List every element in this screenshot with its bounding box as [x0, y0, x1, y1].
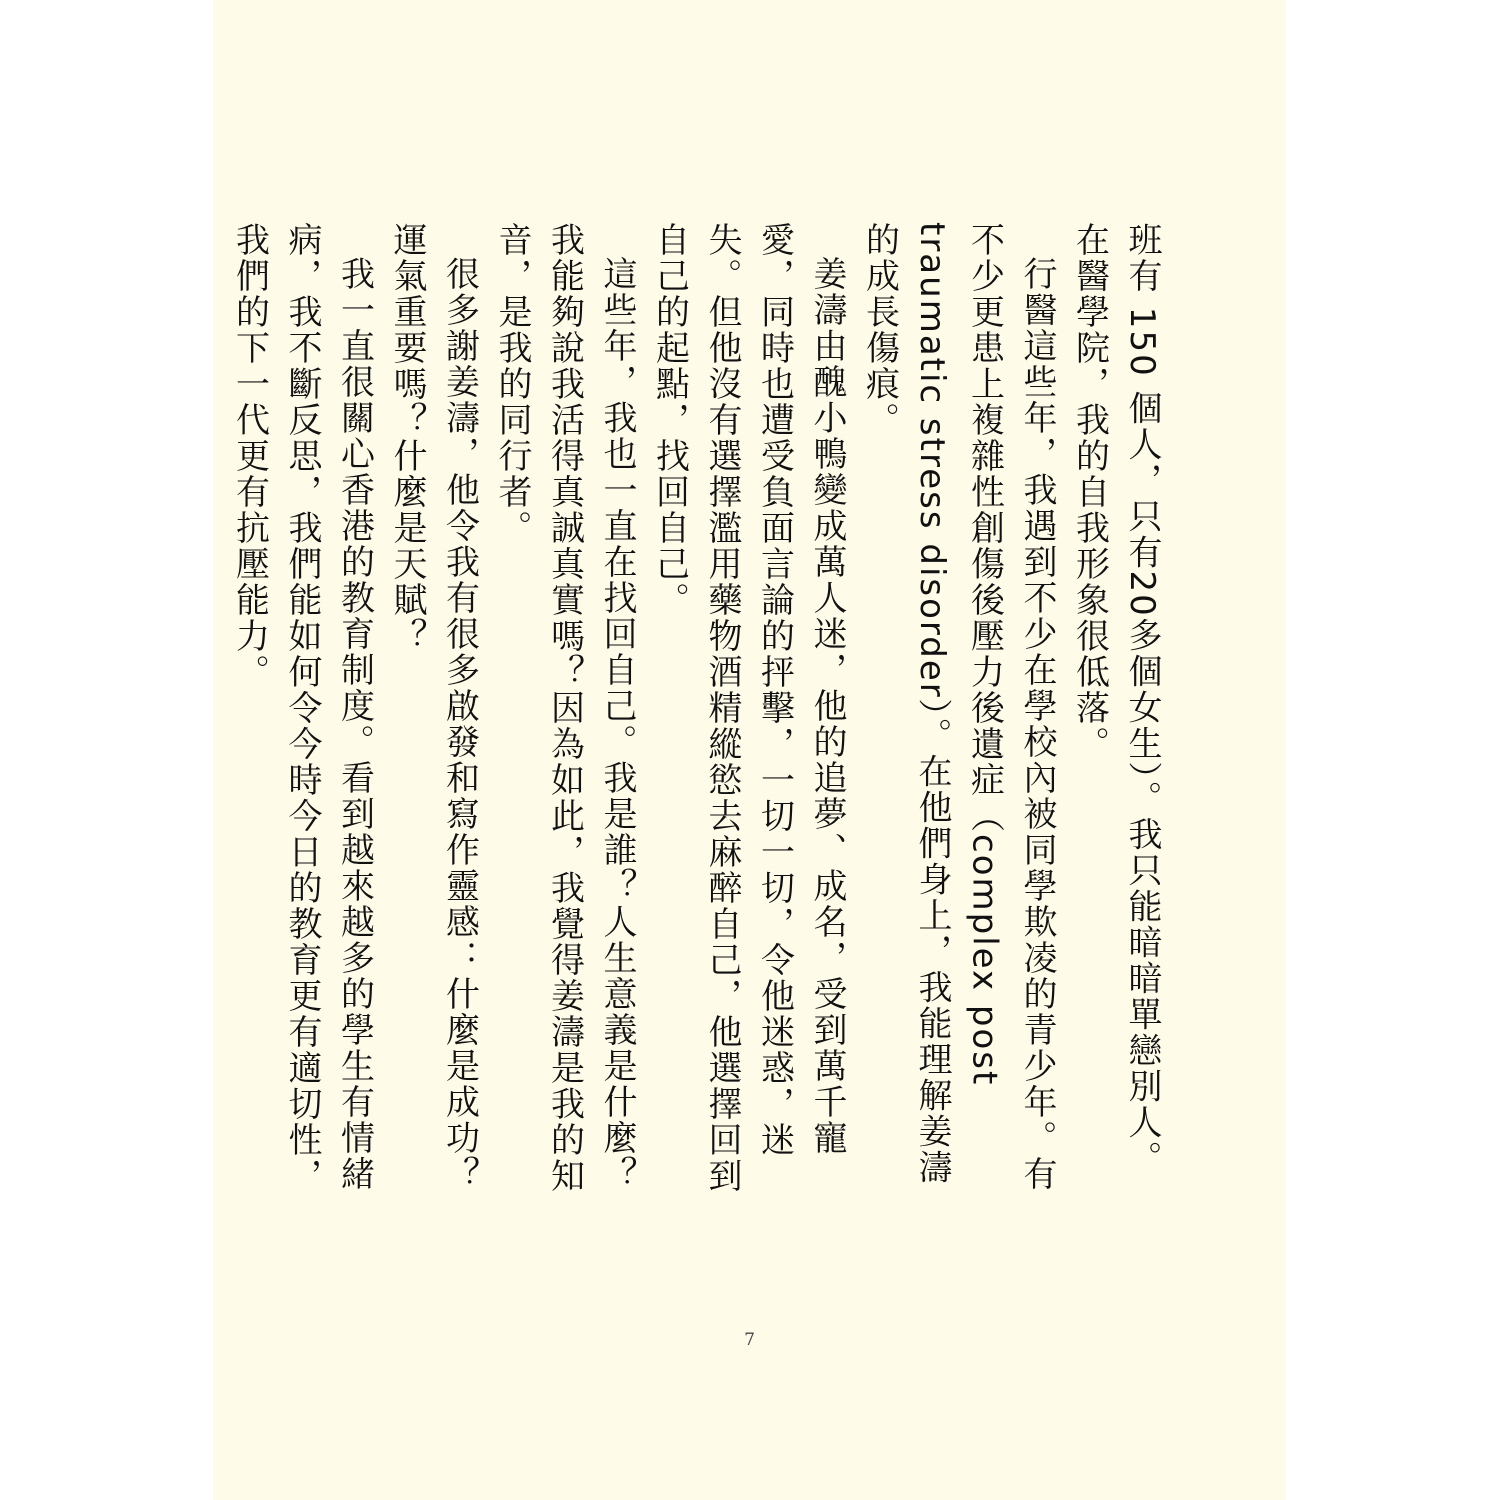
paragraph-2: 行醫這些年，我遇到不少在學校內被同學欺凌的青少年。有不少更患上複雜性創傷後壓力後遺症（complex post traumatic stress disorder）。在他們身上，我能理解姜濤的成長傷痕。 — [859, 222, 1057, 1192]
paragraph-5: 很多謝姜濤，他令我有很多啟發和寫作靈感：什麼是成功？運氣重要嗎？什麼是天賦？ — [387, 222, 480, 1192]
paragraph-6: 我一直很關心香港的教育制度。看到越來越多的學生有情緒病，我不斷反思，我們能如何令今時今日的教育更有適切性，我們的下一代更有抗壓能力。 — [229, 222, 375, 1194]
paragraph-1: 班有 150 個人，只有20多個女生）。我只能暗暗單戀別人。在醫學院，我的自我形象很低落。 — [1069, 222, 1162, 1177]
paragraph-4: 這些年，我也一直在找回自己。我是誰？人生意義是什麼？我能夠說我活得真誠真實嗎？因為如此，我覺得姜濤是我的知音，是我的同行者。 — [492, 222, 637, 1194]
page-number: 7 — [744, 1330, 755, 1350]
paragraph-3: 姜濤由醜小鴨變成萬人迷，他的追夢、成名，受到萬千寵愛，同時也遭受負面言論的抨擊，一切一切，令他迷惑，迷失。但他沒有選擇濫用藥物酒精縱慾去麻醉自己，他選擇回到自己的起點，找回自己。 — [649, 222, 847, 1194]
book-page — [213, 0, 1286, 1500]
vertical-body-text — [223, 222, 1168, 1202]
